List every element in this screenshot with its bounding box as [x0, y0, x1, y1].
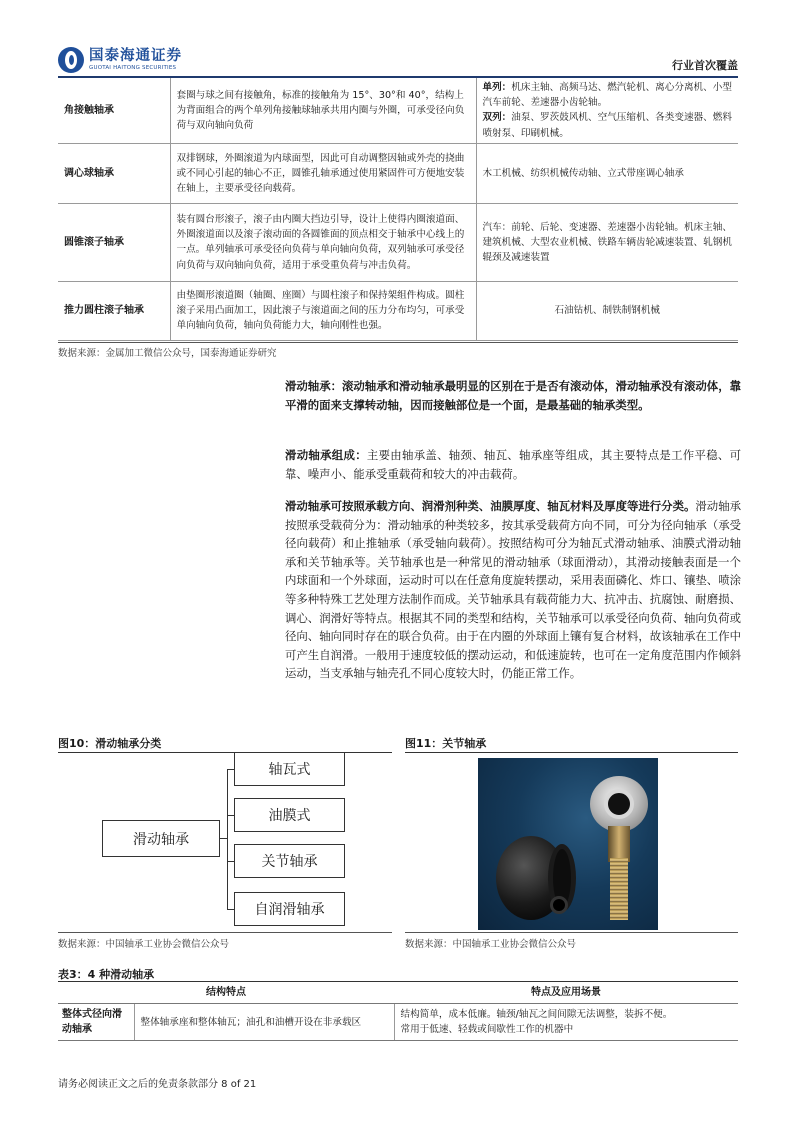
connector-line	[227, 769, 234, 770]
connector-line	[227, 861, 234, 862]
paragraph-bold: 滑动轴承：滚动轴承和滑动轴承最明显的区别在于是否有滚动体，滑动轴承没有滚动体，靠平滑的面来支撑转动轴，因而接触部位是一个面，是最基础的轴承类型。	[285, 379, 741, 412]
bearing-name: 调心球轴承	[58, 143, 170, 203]
rod-end-neck-shape	[608, 826, 630, 862]
bearing-feature: 整体轴承座和整体轴瓦；油孔和油槽开设在非承载区	[134, 1004, 394, 1041]
connector-line	[220, 838, 227, 839]
page-footer: 请务必阅读正文之后的免责条款部分 8 of 21	[58, 1079, 257, 1090]
connector-line	[227, 769, 228, 909]
table-row	[58, 78, 738, 143]
bearing-application: 汽车：前轮、后轮、变速器、差速器小齿轮轴。机床主轴、建筑机械、大型农业机械、铁路车辆齿轮减速装置、轧钢机辊颈及减速装置	[476, 203, 738, 281]
connector-line	[227, 909, 234, 910]
figure-title: 图10：滑动轴承分类	[58, 737, 162, 750]
app-text: 结构简单，成本低廉。轴颈/轴瓦之间间隙无法调整，装拆不便。	[400, 1009, 673, 1020]
bearing-feature: 由垫圈形滚道圈（轴圈、座圈）与圆柱滚子和保持架组件构成。圆柱滚子采用凸面加工，因此滚子与滚道面之间的压力分布均匀，可承受单向轴向负荷，轴向负荷能力大，轴向刚性也强。	[170, 281, 476, 340]
app-label: 单列：	[482, 82, 512, 93]
bearing-bore-shape	[550, 896, 568, 914]
paragraph-bold: 滑动轴承可按照承载方向、润滑剂种类、油膜厚度、轴瓦材料及厚度等进行分类。	[285, 499, 696, 513]
app-text: 油泵、罗茨鼓风机、空气压缩机、各类变速器、燃料喷射泵、印刷机械。	[482, 112, 732, 139]
table-row	[58, 203, 738, 281]
diagram-root-node: 滑动轴承	[102, 820, 220, 857]
rod-end-bore-shape	[604, 789, 634, 819]
rod-end-thread-shape	[610, 858, 628, 920]
paragraph-text: 滑动轴承按照承受载荷分为：滑动轴承的种类较多，按其承受载荷方向不同，可分为径向轴承（承受径向载荷）和止推轴承（承受轴向载荷）。按照结构可分为轴瓦式滑动轴承、油膜式滑动轴承和关节轴承等。关节轴承也是一种常见的滑动轴承（球面滑动），其滑动接触表面是一个内球面和一个外球面，运动时可以在任意角度旋转摆动，采用表面磷化、炸口、镶垫、喷涂等多种特殊工艺处理方法制作而成。关节轴承具有载荷能力大、抗冲击、抗腐蚀、耐磨损、调心、润滑好等特点。根据其不同的类型和结构，关节轴承可以承受径向负荷、轴向负荷或径向、轴向同时存在的联合负荷。由于在内圈的外球面上镶有复合材料，故该轴承在工作中可产生自润滑。一般用于速度较低的摆动运动，和低速旋转，也可在一定角度范围内作倾斜运动，当支承轴与轴壳孔不同心度较大时，仍能正常工作。	[285, 499, 741, 681]
table-row	[58, 143, 738, 203]
diagram-leaf-node: 自润滑轴承	[234, 892, 345, 926]
bearing-name: 推力圆柱滚子轴承	[58, 281, 170, 340]
bearing-application	[476, 78, 738, 143]
sliding-bearings-table	[58, 981, 738, 1041]
bearing-name: 角接触轴承	[58, 78, 170, 143]
figure-source: 数据来源：中国轴承工业协会微信公众号	[58, 939, 230, 950]
bearing-application: 石油钻机、制铁制钢机械	[476, 281, 738, 340]
bearing-feature: 双排钢球，外圈滚道为内球面型，因此可自动调整因轴或外壳的挠曲或不同心引起的轴心不正，圆锥孔轴承通过使用紧固件可方便地安装在轴上，主要承受径向载荷。	[170, 143, 476, 203]
spherical-bearing-photo	[478, 758, 658, 930]
bearing-name: 圆锥滚子轴承	[58, 203, 170, 281]
divider	[58, 342, 738, 343]
bearing-feature: 装有圆台形滚子，滚子由内圈大挡边引导，设计上使得内圈滚道面、外圈滚道面以及滚子滚动面的各圆锥面的顶点相交于轴承中心线上的一点。单列轴承可承受径向负荷与单向轴向负荷，双列轴承可承受径向负荷与双向轴向负荷，适用于承受重负荷与冲击负荷。	[170, 203, 476, 281]
app-label: 双列：	[482, 112, 512, 124]
company-logo	[58, 47, 182, 73]
page-header	[58, 44, 738, 78]
report-type-label: 行业首次覆盖	[672, 59, 738, 72]
app-text: 常用于低速、轻载或间歇性工作的机器中	[400, 1024, 574, 1035]
bearing-feature: 套圈与球之间有接触角，标准的接触角为 15°、30°和 40°，结构上为背面组合的两个单列角接触球轴承共用内圈与外圈，可承受径向负荷与双向轴向负荷	[170, 78, 476, 143]
bearing-application: 木工机械、纺织机械传动轴、立式带座调心轴承	[476, 143, 738, 203]
paragraph	[285, 497, 741, 683]
logo-en-text: GUOTAI HAITONG SECURITIES	[89, 64, 177, 71]
diagram-leaf-node: 关节轴承	[234, 844, 345, 878]
table-title: 表3：4 种滑动轴承	[58, 968, 155, 981]
table-source: 数据来源：金属加工微信公众号，国泰海通证券研究	[58, 348, 277, 359]
paragraph-text: 主要由轴承盖、轴颈、轴瓦、轴承座等组成，其主要特点是工作平稳、可靠、噪声小、能承受重载荷和较大的冲击载荷。	[285, 448, 741, 481]
sliding-bearing-diagram	[58, 752, 392, 932]
table-row	[58, 281, 738, 340]
bearing-types-table	[58, 78, 738, 341]
bearing-application	[394, 1004, 738, 1041]
connector-line	[227, 815, 234, 816]
diagram-leaf-node: 轴瓦式	[234, 752, 345, 786]
diagram-leaf-node: 油膜式	[234, 798, 345, 832]
divider	[405, 752, 738, 753]
app-text: 机床主轴、高频马达、燃汽轮机、离心分离机、小型汽车前轮、差速器小齿轮轴。	[482, 82, 732, 109]
column-header: 特点及应用场景	[394, 982, 738, 1004]
figure-source: 数据来源：中国轴承工业协会微信公众号	[405, 939, 577, 950]
table-header-row	[58, 982, 738, 1004]
logo-cn-text: 国泰海通证券	[89, 48, 182, 64]
table-row	[58, 1004, 738, 1041]
divider	[405, 932, 738, 933]
paragraph	[285, 377, 741, 414]
divider	[58, 932, 392, 933]
paragraph-bold: 滑动轴承组成：	[285, 448, 367, 462]
figure-title: 图11：关节轴承	[405, 737, 487, 750]
bearing-name: 整体式径向滑动轴承	[58, 1004, 134, 1041]
column-header: 结构特点	[58, 982, 394, 1004]
logo-icon	[58, 47, 84, 73]
paragraph	[285, 446, 741, 483]
